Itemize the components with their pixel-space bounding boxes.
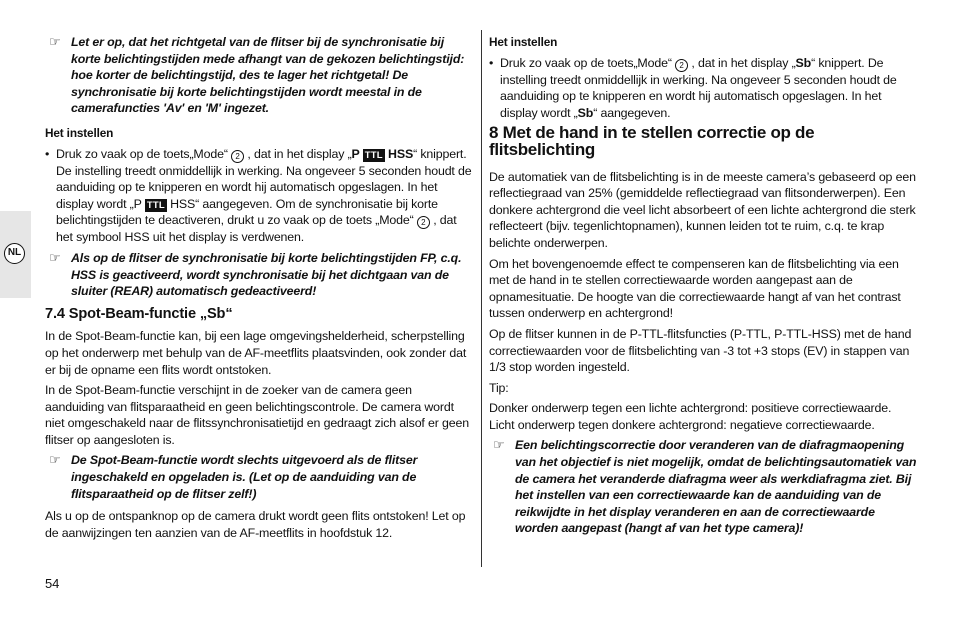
paragraph: Als u op de ontspanknop op de camera drukt wordt geen flits ontstoken! Let op de aanwijzingen ten aanzien van de AF-meetflits in hoofdstuk 12. (45, 509, 466, 540)
bullet-hss-setting (45, 146, 473, 246)
bullet-text: “ aangegeven. (593, 105, 671, 120)
bullet-text: Druk zo vaak op de toets„Mode“ (500, 55, 676, 70)
paragraph: De automatiek van de flitsbelichting is in de meeste camera’s gebaseerd op een reflectiegraad van 25% (gemiddelde reflectiegraad van flitsonderwerpen). Een donkere achtergrond die veel licht absorbeert of een lichte achtergrond die sterk reflecteert (bijv. tegenlichtopnamen), kunnen leiden tot te ruim, c.q. te krap belichte onderwerpen. (489, 169, 916, 250)
mode-key-icon: 2 (417, 216, 430, 229)
ttl-badge: TTL (146, 199, 165, 211)
language-badge: NL (4, 243, 25, 264)
display-p: P (351, 146, 363, 161)
pointing-hand-icon: ☞ (49, 249, 61, 265)
note-text: Een belichtingscorrectie door veranderen van de diafragmaopening van het objectief is niet mogelijk, omdat de belichtingsautomatiek van de camera het veranderde diafragma weer als werkdiafragma ziet. Bij het instellen van een correctiewaarde kan de aanduiding van de reikwijdte in het display veranderen en aan de correctiewaarde worden aangepast (hangt af van het type camera)! (515, 438, 917, 536)
column-divider (481, 30, 482, 567)
pointing-hand-icon: ☞ (493, 437, 505, 453)
setting-heading: Het instellen (489, 35, 558, 49)
bullet-text: , dat het symbool HSS uit het display is verdwenen. (56, 213, 457, 245)
bullet-text: HSS“ aangegeven. Om de synchronisatie bij korte belichtingstijden te deactiveren, drukt u zo vaak op de toets „Mode“ (56, 196, 438, 228)
note-hss-guide-number (45, 34, 473, 117)
chapter-heading: 8 Met de hand in te stellen correctie op de flitsbelichting (489, 123, 815, 159)
note-fp-rear (45, 250, 473, 300)
tip-label: Tip: (489, 380, 509, 395)
paragraph: Om het bovengenoemde effect te compenseren kan de flitsbelichting via een met de hand in te stellen correctiewaarde worden aangepast aan de opnamesituatie. De hoogte van die correctiewaarde hangt af van het contrast tussen onderwerp en achtergrond! (489, 256, 901, 321)
mode-key-icon: 2 (675, 59, 688, 72)
pointing-hand-icon: ☞ (49, 452, 61, 468)
note-text: De Spot-Beam-functie wordt slechts uitgevoerd als de flitser ingeschakeld en opgeladen is. (Let op de aanduiding van de flitsparaatheid op de flitser zelf!) (71, 453, 418, 501)
paragraph: In de Spot-Beam-functie verschijnt in de zoeker van de camera geen aanduiding van flitsparaatheid en geen belichtingscontrole. De camera wordt niet omgeschakeld naar de flitssynchronisatietijd en gedraagt zich alsof er geen flitser op aangesloten is. (45, 383, 469, 447)
note-text: Let er op, dat het richtgetal van de flitser bij de synchronisatie bij korte belichtingstijden mede afhangt van de gekozen belichtingstijd: hoe korter de belichtingstijd, des te lager het richtgetal! De synchronisatie bij korte belichtingstijden wordt meestal in de camerafuncties 'Av' en 'M' ingezet. (71, 35, 465, 116)
left-column (45, 34, 473, 545)
bullet-text: , dat in het display „ (688, 55, 796, 70)
note-text: Als op de flitser de synchronisatie bij korte belichtingstijden FP, c.q. HSS is geactiveerd, wordt synchronisatie bij het dichtgaan van de sluiter (REAR) automatisch gedeactiveerd! (71, 250, 462, 299)
bullet-text: “ knippert. De instelling treedt onmiddellijk in werking. Na ongeveer 5 seconden houdt de aanduiding op te knipperen en wordt hij automatisch opgeslagen. In het display wordt „P (56, 146, 472, 211)
right-column (489, 34, 917, 543)
note-aperture-correction (489, 437, 917, 537)
ttl-badge: TTL (364, 149, 383, 161)
bullet-text: , dat in het display „ (244, 146, 352, 161)
page-number: 54 (45, 576, 60, 591)
display-sb: Sb (795, 55, 812, 70)
setting-heading: Het instellen (45, 125, 114, 140)
bullet-sb-setting (489, 55, 917, 122)
display-hss: HSS (384, 146, 414, 161)
mode-key-icon: 2 (231, 150, 244, 163)
tip-text: Donker onderwerp tegen een lichte achtergrond: positieve correctiewaarde. Licht onderwerp tegen donkere achtergrond: negatieve correctiewaarde. (489, 401, 892, 432)
section-heading-spot-beam: 7.4 Spot-Beam-functie „Sb“ (45, 305, 233, 322)
paragraph: Op de flitser kunnen in de P-TTL-flitsfuncties (P-TTL, P-TTL-HSS) met de hand correctiewaarden voor de flitsbelichting van -3 tot +3 stops (EV) in stappen van 1/3 stop worden ingesteld. (489, 326, 912, 375)
display-sb: Sb (577, 105, 594, 120)
note-spot-beam (45, 452, 473, 502)
paragraph: In de Spot-Beam-functie kan, bij een lage omgevingshelderheid, scherpstelling op het onderwerp met behulp van de AF-meetflits plaatsvinden, ook zonder dat er bij de opname een flits wordt ontstoken. (45, 329, 467, 377)
pointing-hand-icon: ☞ (49, 34, 61, 49)
bullet-text: “ knippert. De instelling treedt onmiddellijk in werking. Na ongeveer 5 seconden houdt de aanduiding op te knipperen en wordt hij automatisch opgeslagen. In het display wordt „ (500, 55, 897, 120)
bullet-text: Druk zo vaak op de toets„Mode“ (56, 146, 232, 161)
